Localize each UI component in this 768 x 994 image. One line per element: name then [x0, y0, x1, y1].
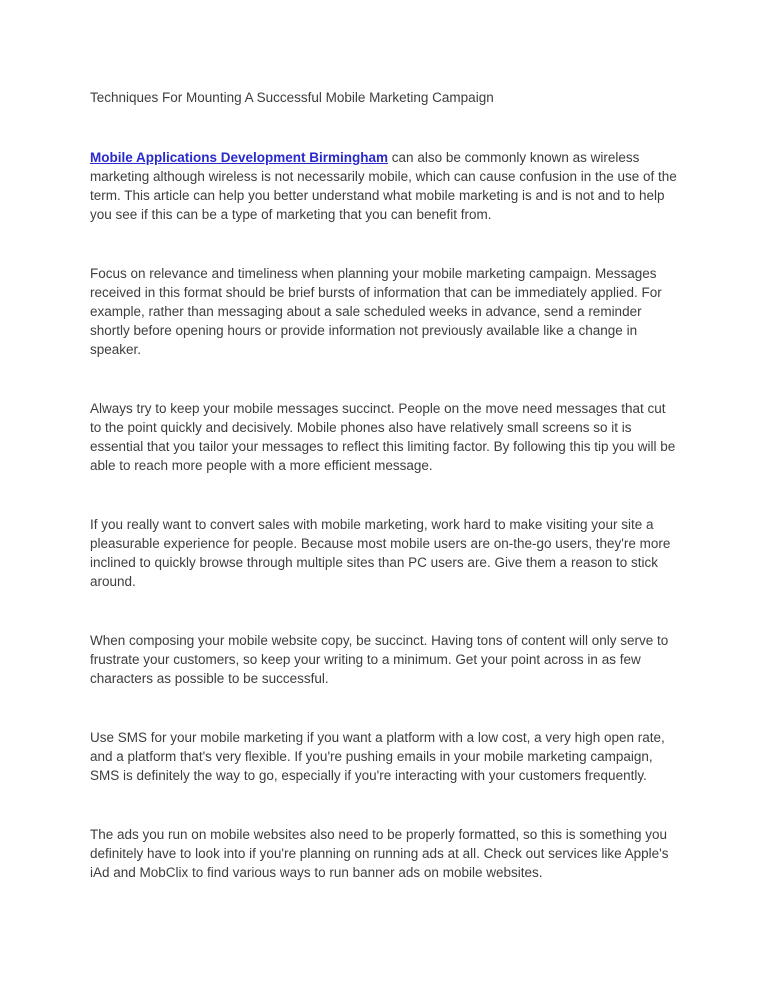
intro-paragraph	[90, 148, 680, 224]
link-mobile-applications-development-birmingham[interactable]: Mobile Applications Development Birmingham	[90, 150, 389, 165]
paragraph-mobile-ads: The ads you run on mobile websites also need to be properly formatted, so this is something you definitely have to look into if you're planning on running ads at all. Check out services like Apple's iAd and MobClix to find various ways to run banner ads on mobile websites.	[90, 827, 669, 880]
paragraph-convert-sales: If you really want to convert sales with mobile marketing, work hard to make visiting your site a pleasurable experience for people. Because most mobile users are on-the-go users, they're more inclined to quickly browse through multiple sites than PC users are. Give them a reason to stick around.	[90, 517, 671, 589]
page-title: Techniques For Mounting A Successful Mobile Marketing Campaign	[90, 90, 494, 105]
intro-paragraph-text: can also be commonly known as wireless marketing although wireless is not necessarily mobile, which can cause confusion in the use of the term. This article can help you better understand what mobile marketing is and is not and to help you see if this can be a type of marketing that you can benefit from.	[90, 150, 677, 222]
paragraph-succinct-messages: Always try to keep your mobile messages succinct. People on the move need messages that cut to the point quickly and decisively. Mobile phones also have relatively small screens so it is essential that you tailor your messages to reflect this limiting factor. By following this tip you will be able to reach more people with a more efficient message.	[90, 401, 676, 473]
paragraph-website-copy: When composing your mobile website copy, be succinct. Having tons of content will only serve to frustrate your customers, so keep your writing to a minimum. Get your point across in as few characters as possible to be successful.	[90, 633, 669, 686]
paragraph-use-sms: Use SMS for your mobile marketing if you want a platform with a low cost, a very high open rate, and a platform that's very flexible. If you're pushing emails in your mobile marketing campaign, SMS is definitely the way to go, especially if you're interacting with your customers frequently.	[90, 730, 665, 783]
paragraph-relevance-timeliness: Focus on relevance and timeliness when planning your mobile marketing campaign. Messages received in this format should be brief bursts of information that can be immediately applied. For example, rather than messaging about a sale scheduled weeks in advance, send a reminder shortly before opening hours or provide information not previously available like a change in speaker.	[90, 266, 662, 357]
